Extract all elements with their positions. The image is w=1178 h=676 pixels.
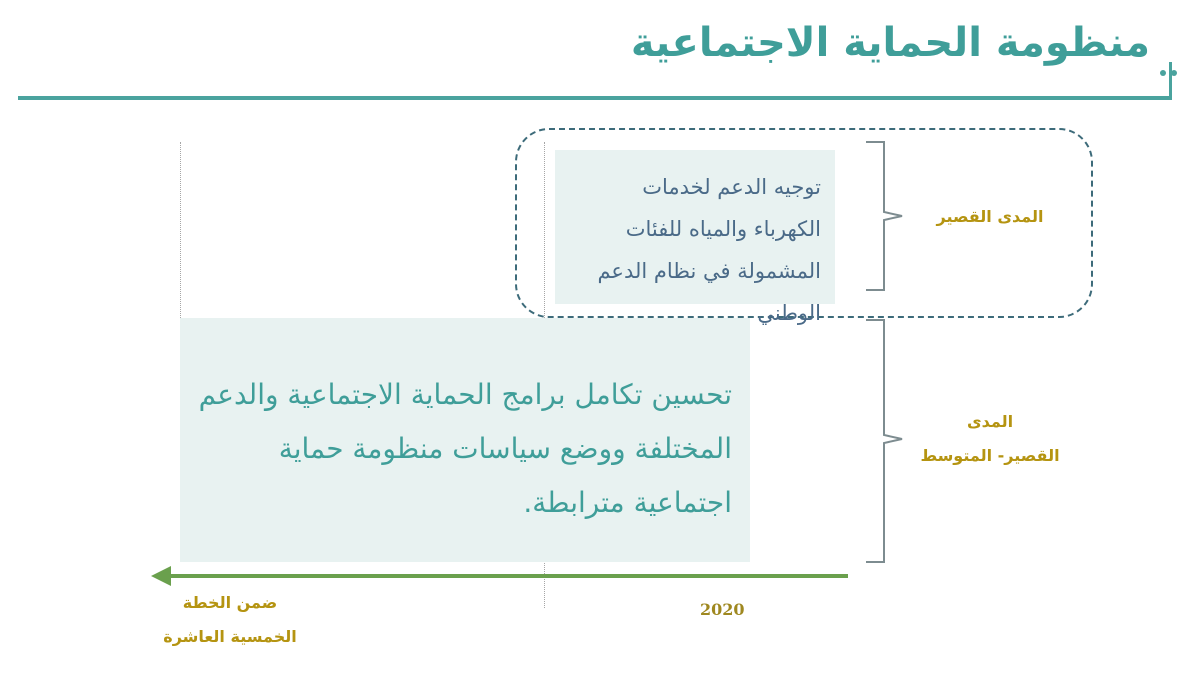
timeline-year: 2020 bbox=[700, 600, 745, 619]
timeline-arrow-shaft bbox=[168, 574, 848, 578]
short-term-label: المدى القصير bbox=[936, 207, 1044, 226]
page-title: منظومة الحماية الاجتماعية bbox=[630, 20, 1150, 66]
title-underline bbox=[18, 96, 1170, 100]
medium-term-goal-box bbox=[180, 318, 750, 562]
five-year-plan-label bbox=[150, 586, 310, 654]
title-accent-dot bbox=[1171, 70, 1177, 76]
title-accent-bar bbox=[1169, 62, 1172, 100]
short-term-goal-box bbox=[555, 150, 835, 325]
five-year-plan-line1: ضمن الخطة bbox=[182, 593, 278, 612]
five-year-plan-line2: الخمسية العاشرة bbox=[163, 627, 297, 646]
medium-term-label-line1: المدى bbox=[966, 412, 1014, 431]
short-term-goal-text: توجيه الدعم لخدمات الكهرباء والمياه للفئات المشمولة في نظام الدعم الوطني bbox=[597, 175, 821, 325]
medium-term-label bbox=[905, 405, 1075, 473]
timeline-arrowhead bbox=[151, 566, 171, 586]
medium-term-label-line2: القصير- المتوسط bbox=[920, 446, 1060, 465]
short-term-brace bbox=[862, 140, 912, 292]
title-accent-dot bbox=[1160, 70, 1166, 76]
medium-term-goal-text: تحسين تكامل برامج الحماية الاجتماعية والدعم المختلفة ووضع سياسات منظومة حماية اجتماعية مترابطة. bbox=[198, 378, 732, 519]
